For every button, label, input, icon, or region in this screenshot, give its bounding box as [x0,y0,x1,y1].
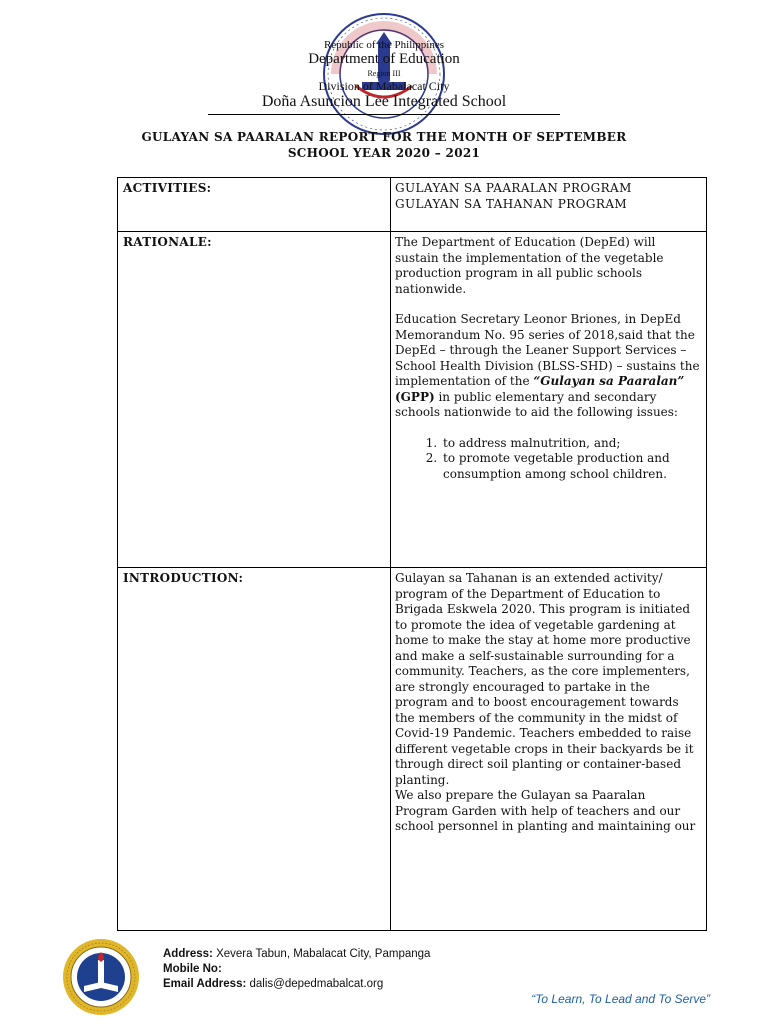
footer-contact [163,947,430,992]
table-row-activities [118,178,707,232]
introduction-paragraph: Gulayan sa Tahanan is an extended activity/ program of the Department of Education to Brigada Eskwela 2020. This program is initiated to promote the idea of vegetable gardening at home to make the stay at home more productive and make a self-sustainable surrounding for a community. Teachers, as the core implementers, are strongly encouraged to partake in the program and to boost encouragement towards the members of the community in the midst of Covid-19 Pandemic. Teachers embedded to raise different vegetable crops in their backyards be it through direct soil planting or container-based planting. [395,571,694,787]
list-item: 1. to address malnutrition, and; [441,436,702,452]
table-row-rationale [118,232,707,568]
table-row-introduction [118,568,707,931]
rationale-paragraph [395,312,702,421]
letterhead-divider [208,114,560,115]
footer-address [163,947,430,962]
letterhead-division: Division of Mabalacat City [318,79,450,93]
activity-item: GULAYAN SA PAARALAN PROGRAM [395,181,632,195]
rationale-paragraph: The Department of Education (DepEd) will sustain the implementation of the vegetable production program in all public schools nationwide. [395,235,664,296]
school-seal-logo [62,938,140,1016]
list-item: 2. to promote vegetable production and consumption among school children. [441,451,702,482]
introduction-label: INTRODUCTION: [118,568,391,931]
program-abbreviation: (GPP) [395,389,435,404]
footer-email [163,977,430,992]
program-name: “Gulayan sa Paaralan” [533,374,685,388]
email-label: Email Address: [163,978,247,990]
mobile-label: Mobile No: [163,963,222,975]
email-value[interactable]: dalis@depedmabalcat.org [249,978,384,990]
school-motto: “To Learn, To Lead and To Serve” [531,992,710,1006]
report-table [117,177,707,931]
rationale-text: in public elementary and secondary schools nationwide to aid the following issues: [395,389,678,419]
activities-label: ACTIVITIES: [118,178,391,232]
footer-mobile [163,962,430,977]
letterhead-republic: Republic of the Philippines [323,39,445,51]
issues-list [395,436,702,483]
report-title: GULAYAN SA PAARALAN REPORT FOR THE MONTH OF SEPTEMBER [141,130,627,144]
activities-content [391,178,707,232]
rationale-text: Education Secretary Leonor Briones, in DepEd Memorandum No. 95 series of 2018,said that the DepEd – through the Leaner Support Services – School Health Division (BLSS-SHD) – sustains the implementation of the [395,312,700,388]
address-label: Address: [163,948,213,960]
letterhead-school-name: Doña Asuncion Lee Integrated School [261,93,507,110]
rationale-content [391,232,707,568]
rationale-label: RATIONALE: [118,232,391,568]
letterhead-region: Region III [367,69,401,78]
activity-item: GULAYAN SA TAHANAN PROGRAM [395,196,628,211]
report-school-year: SCHOOL YEAR 2020 – 2021 [287,146,481,160]
introduction-content [391,568,707,931]
letterhead-department: Department of Education [308,51,460,67]
address-value: Xevera Tabun, Mabalacat City, Pampanga [216,948,431,960]
introduction-paragraph: We also prepare the Gulayan sa Paaralan Program Garden with help of teachers and our school personnel in planting and maintaining our [395,788,696,833]
